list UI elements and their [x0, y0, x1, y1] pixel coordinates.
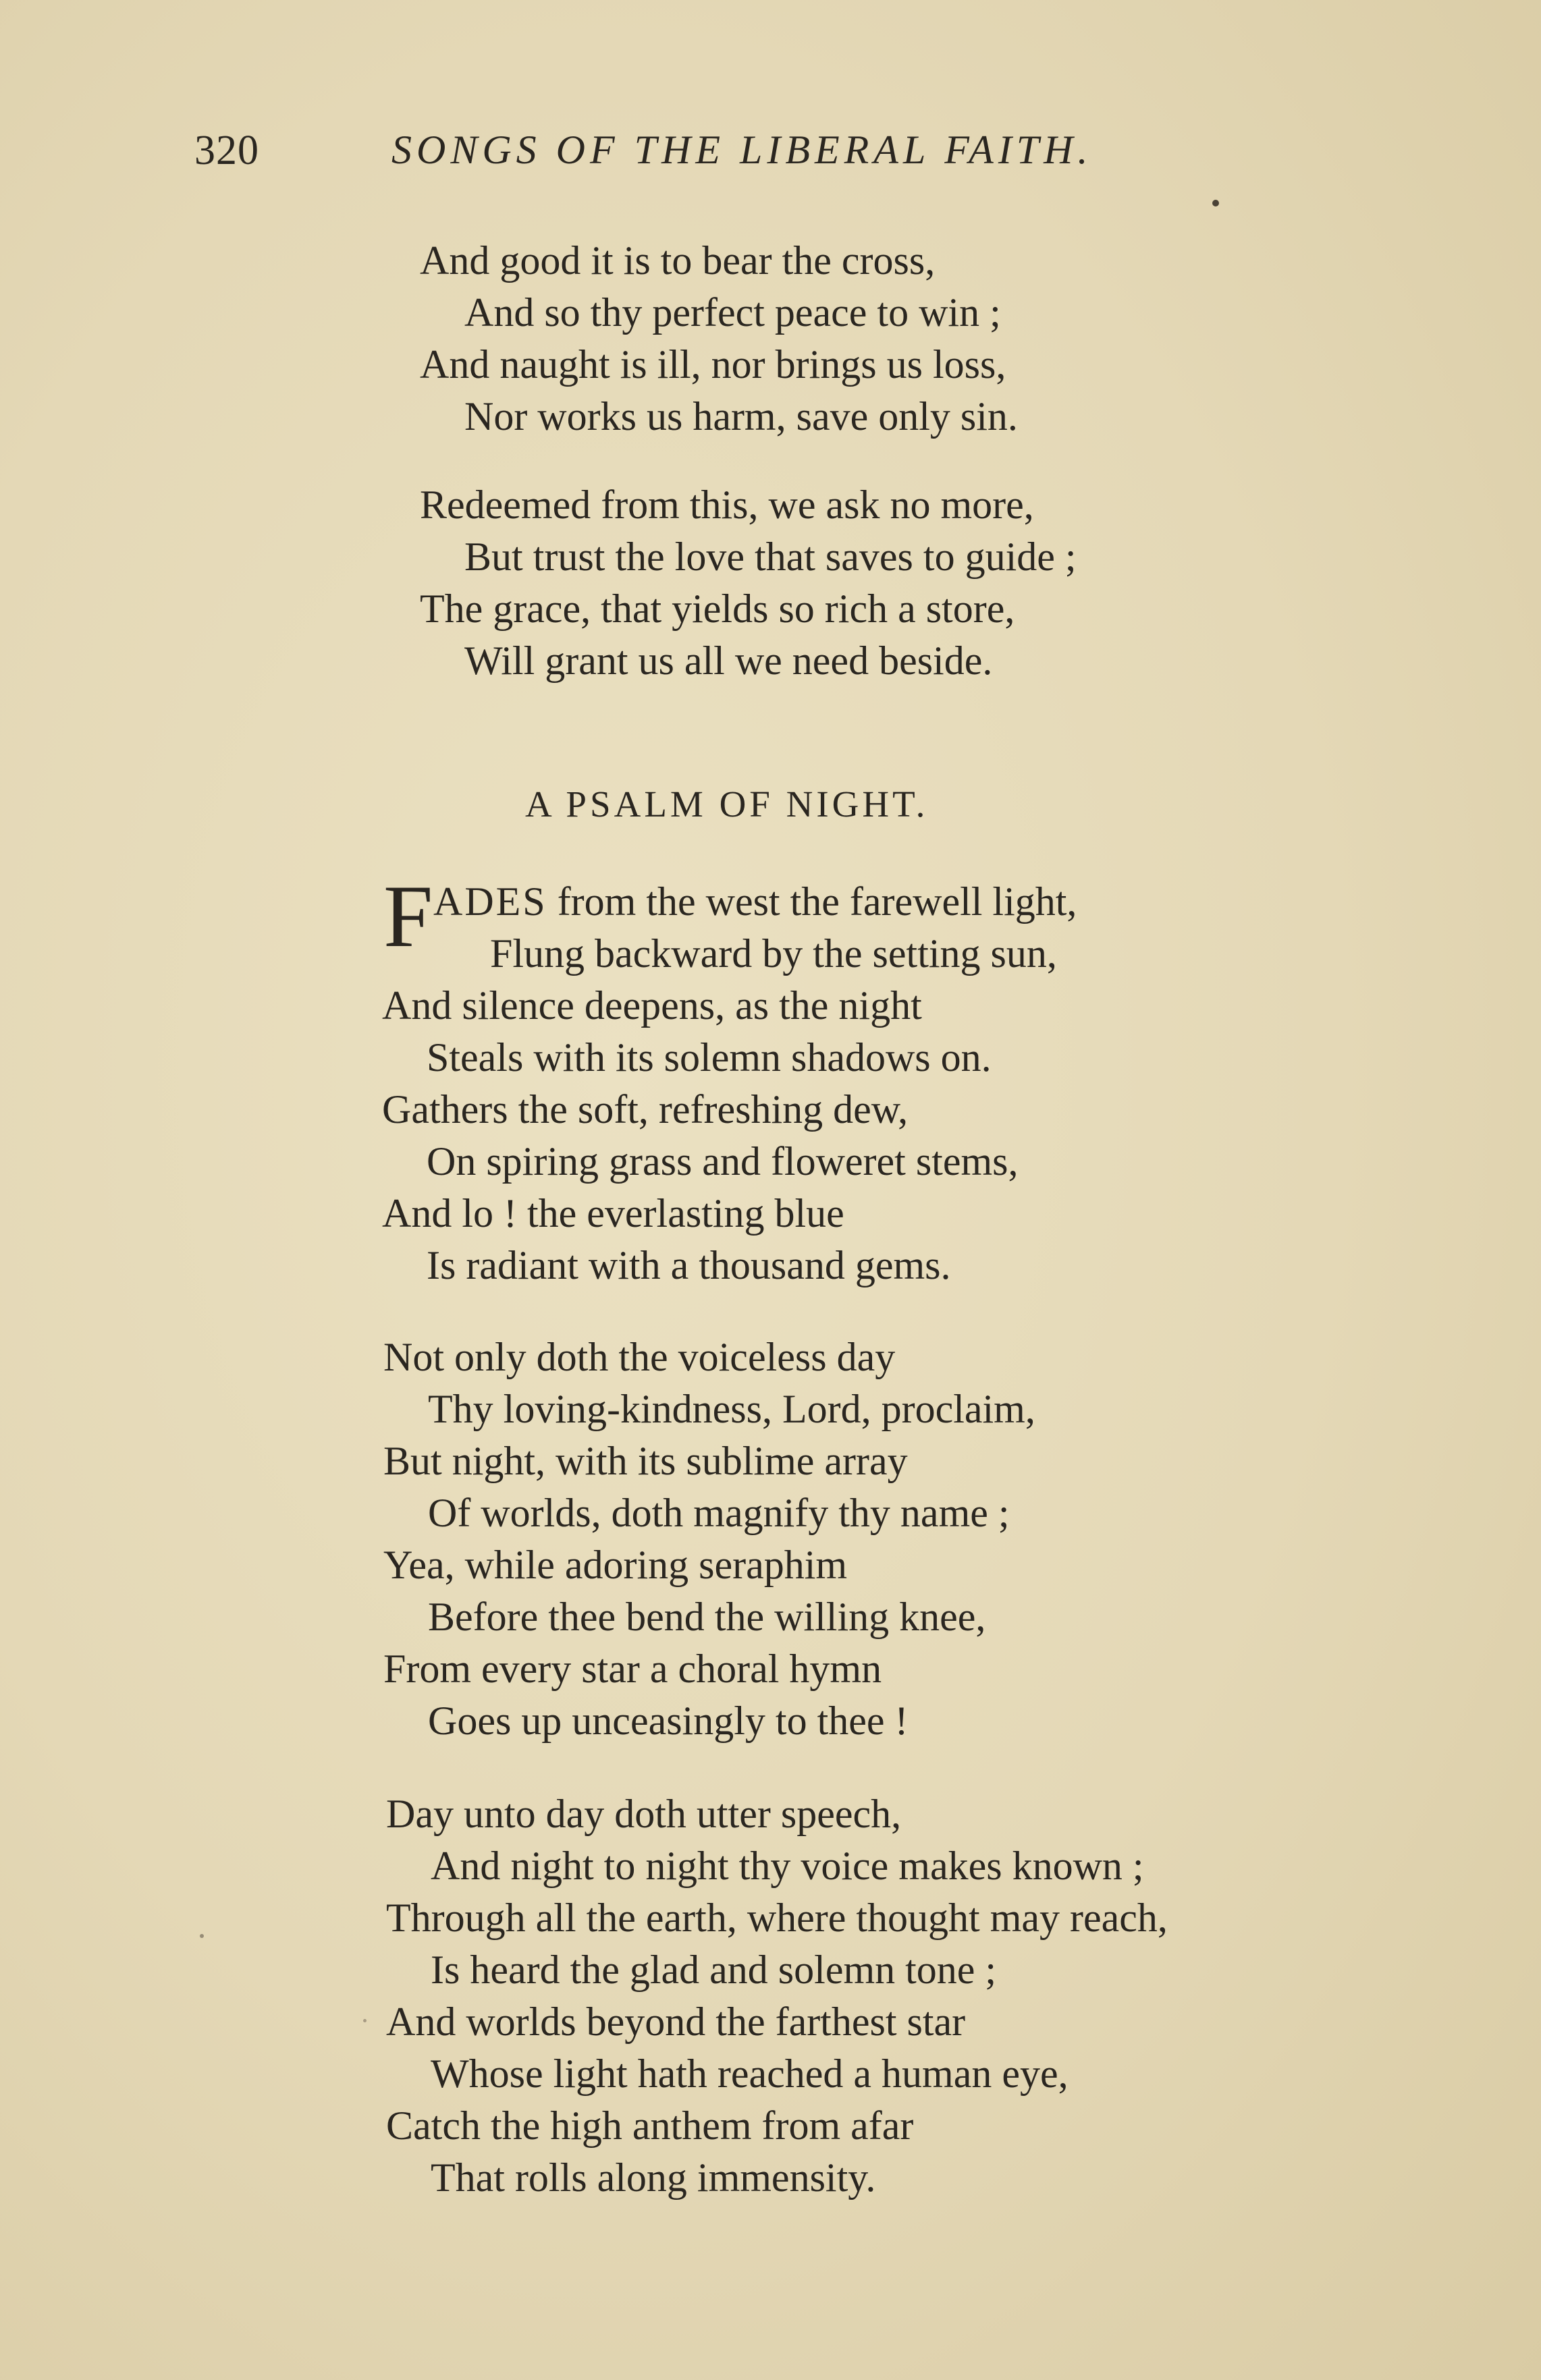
verse-line: Day unto day doth utter speech,: [386, 1792, 902, 1836]
verse-line: Before thee bend the willing knee,: [428, 1595, 986, 1639]
verse-line: The grace, that yields so rich a store,: [420, 586, 1015, 631]
verse-line: Not only doth the voiceless day: [383, 1335, 896, 1379]
verse-line: Thy loving-kindness, Lord, proclaim,: [428, 1387, 1035, 1431]
verse-line: And worlds beyond the farthest star: [386, 1999, 966, 2044]
verse-line: That rolls along immensity.: [431, 2155, 876, 2200]
verse-line: Is heard the glad and solemn tone ;: [431, 1947, 997, 1992]
verse-line: Catch the high anthem from afar: [386, 2103, 914, 2148]
verse-line: Will grant us all we need beside.: [464, 638, 993, 683]
verse-line: Whose light hath reached a human eye,: [431, 2051, 1069, 2096]
print-speck: [1212, 200, 1219, 206]
verse-line: And so thy perfect peace to win ;: [464, 290, 1001, 335]
continued-stanza-2: [420, 479, 1077, 687]
verse-line: Gathers the soft, refreshing dew,: [382, 1087, 909, 1132]
verse-line: Of worlds, doth magnify thy name ;: [428, 1491, 1010, 1535]
verse-line: But trust the love that saves to guide ;: [464, 534, 1077, 579]
psalm-stanza-1: [382, 866, 1077, 1292]
first-word-smallcaps: ADES: [433, 879, 547, 924]
verse-line: And lo ! the everlasting blue: [382, 1191, 844, 1236]
drop-cap: F: [383, 866, 433, 966]
verse-line: And night to night thy voice makes known ;: [431, 1844, 1144, 1888]
verse-line: Through all the earth, where thought may reach,: [386, 1895, 1168, 1940]
verse-line: And silence deepens, as the night: [382, 983, 922, 1028]
page-number: 320: [194, 128, 259, 173]
verse-line: Is radiant with a thousand gems.: [427, 1243, 951, 1288]
verse-line: Yea, while adoring seraphim: [383, 1543, 848, 1587]
poem-title: A PSALM OF NIGHT.: [525, 783, 929, 825]
verse-line: Nor works us harm, save only sin.: [464, 394, 1018, 439]
verse-line: And naught is ill, nor brings us loss,: [420, 342, 1006, 387]
verse-line: Redeemed from this, we ask no more,: [420, 482, 1034, 527]
continued-stanza-1: [420, 235, 1018, 443]
running-head-title: SONGS OF THE LIBERAL FAITH.: [391, 128, 1093, 172]
psalm-stanza-2: [383, 1331, 1035, 1747]
verse-line: Flung backward by the setting sun,: [490, 931, 1057, 976]
print-speck: [200, 1934, 204, 1938]
psalm-stanza-3: [386, 1788, 1168, 2204]
verse-line: Goes up unceasingly to thee !: [428, 1698, 909, 1743]
verse-line: But night, with its sublime array: [383, 1439, 908, 1483]
verse-line: From every star a choral hymn: [383, 1646, 882, 1691]
verse-line: Steals with its solemn shadows on.: [427, 1035, 992, 1080]
first-line-text: from the west the farewell light,: [547, 879, 1077, 924]
verse-line: On spiring grass and floweret stems,: [427, 1139, 1019, 1184]
first-verse-line: [382, 876, 1077, 928]
print-speck: [363, 2019, 367, 2022]
verse-line: And good it is to bear the cross,: [420, 238, 936, 283]
